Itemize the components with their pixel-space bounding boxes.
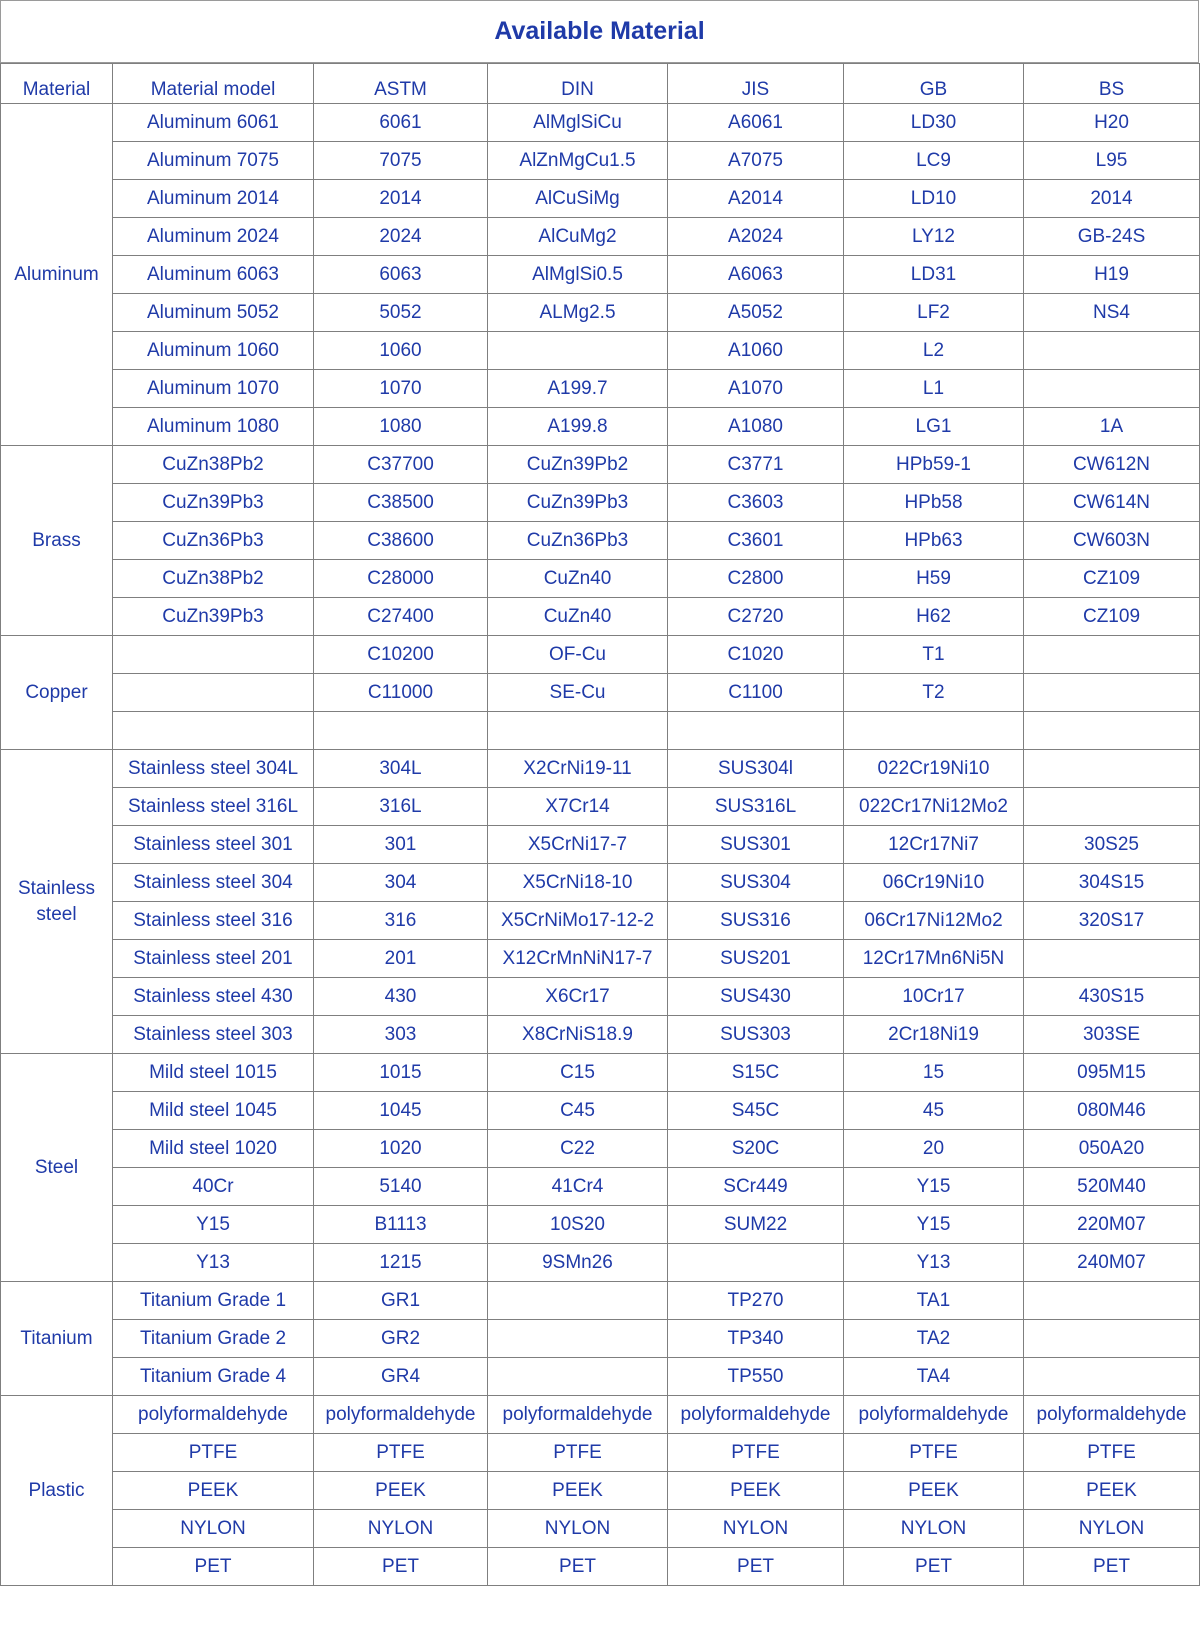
table-row	[1, 1510, 1200, 1548]
jis-cell: SUS304l	[668, 750, 844, 788]
astm-cell: polyformaldehyde	[314, 1396, 488, 1434]
gb-cell: L2	[844, 332, 1024, 370]
table-row	[1, 560, 1200, 598]
model-cell: Mild steel 1020	[113, 1130, 314, 1168]
din-cell: SE-Cu	[488, 674, 668, 712]
din-cell	[488, 712, 668, 750]
astm-cell: GR4	[314, 1358, 488, 1396]
bs-cell: 304S15	[1024, 864, 1200, 902]
gb-cell: TA2	[844, 1320, 1024, 1358]
jis-cell: C1100	[668, 674, 844, 712]
table-row	[1, 1472, 1200, 1510]
bs-cell	[1024, 1320, 1200, 1358]
din-cell: 10S20	[488, 1206, 668, 1244]
model-cell: Stainless steel 301	[113, 826, 314, 864]
jis-cell: C2720	[668, 598, 844, 636]
din-cell: PTFE	[488, 1434, 668, 1472]
astm-cell: GR2	[314, 1320, 488, 1358]
table-row	[1, 1434, 1200, 1472]
din-cell	[488, 1358, 668, 1396]
astm-cell: 5052	[314, 294, 488, 332]
bs-cell: 2014	[1024, 180, 1200, 218]
astm-cell: 6063	[314, 256, 488, 294]
model-cell: Stainless steel 430	[113, 978, 314, 1016]
jis-cell: TP270	[668, 1282, 844, 1320]
bs-cell	[1024, 1358, 1200, 1396]
model-cell: Stainless steel 304	[113, 864, 314, 902]
bs-cell	[1024, 712, 1200, 750]
bs-cell	[1024, 370, 1200, 408]
table-row	[1, 1016, 1200, 1054]
jis-cell: A6063	[668, 256, 844, 294]
gb-cell: HPb59-1	[844, 446, 1024, 484]
astm-cell	[314, 712, 488, 750]
din-cell: X5CrNiMo17-12-2	[488, 902, 668, 940]
gb-cell: HPb63	[844, 522, 1024, 560]
bs-cell: CZ109	[1024, 560, 1200, 598]
material-group-cell: Stainless steel	[1, 750, 113, 1054]
header-material: Material	[1, 64, 113, 104]
astm-cell: PTFE	[314, 1434, 488, 1472]
gb-cell: LC9	[844, 142, 1024, 180]
bs-cell	[1024, 750, 1200, 788]
astm-cell: 301	[314, 826, 488, 864]
astm-cell: 316	[314, 902, 488, 940]
bs-cell: 520M40	[1024, 1168, 1200, 1206]
model-cell: PEEK	[113, 1472, 314, 1510]
jis-cell: SUS430	[668, 978, 844, 1016]
bs-cell: 050A20	[1024, 1130, 1200, 1168]
model-cell: CuZn39Pb3	[113, 484, 314, 522]
material-group-cell: Titanium	[1, 1282, 113, 1396]
astm-cell: 1070	[314, 370, 488, 408]
table-row	[1, 446, 1200, 484]
jis-cell: A5052	[668, 294, 844, 332]
astm-cell: 304L	[314, 750, 488, 788]
jis-cell: PTFE	[668, 1434, 844, 1472]
din-cell: X7Cr14	[488, 788, 668, 826]
table-row	[1, 1358, 1200, 1396]
jis-cell: A2024	[668, 218, 844, 256]
bs-cell: 240M07	[1024, 1244, 1200, 1282]
model-cell: CuZn36Pb3	[113, 522, 314, 560]
jis-cell: SUS316L	[668, 788, 844, 826]
din-cell	[488, 1282, 668, 1320]
astm-cell: 2024	[314, 218, 488, 256]
header-jis: JIS	[668, 64, 844, 104]
jis-cell: A1080	[668, 408, 844, 446]
bs-cell: CZ109	[1024, 598, 1200, 636]
din-cell: A199.7	[488, 370, 668, 408]
bs-cell: H20	[1024, 104, 1200, 142]
astm-cell: 1080	[314, 408, 488, 446]
model-cell: Stainless steel 316L	[113, 788, 314, 826]
jis-cell: C3601	[668, 522, 844, 560]
gb-cell: 10Cr17	[844, 978, 1024, 1016]
gb-cell: H59	[844, 560, 1024, 598]
din-cell	[488, 1320, 668, 1358]
bs-cell: 1A	[1024, 408, 1200, 446]
bs-cell: polyformaldehyde	[1024, 1396, 1200, 1434]
gb-cell: LD30	[844, 104, 1024, 142]
gb-cell: NYLON	[844, 1510, 1024, 1548]
table-row	[1, 1168, 1200, 1206]
bs-cell: CW603N	[1024, 522, 1200, 560]
jis-cell: PET	[668, 1548, 844, 1586]
astm-cell: 1015	[314, 1054, 488, 1092]
bs-cell: 095M15	[1024, 1054, 1200, 1092]
jis-cell: SUS316	[668, 902, 844, 940]
astm-cell: 201	[314, 940, 488, 978]
model-cell: Stainless steel 201	[113, 940, 314, 978]
gb-cell: 45	[844, 1092, 1024, 1130]
gb-cell: 2Cr18Ni19	[844, 1016, 1024, 1054]
model-cell: Aluminum 5052	[113, 294, 314, 332]
astm-cell: 304	[314, 864, 488, 902]
astm-cell: 1060	[314, 332, 488, 370]
din-cell: C15	[488, 1054, 668, 1092]
sheet-title: Available Material	[0, 0, 1199, 63]
gb-cell: 06Cr19Ni10	[844, 864, 1024, 902]
material-group-cell: Steel	[1, 1054, 113, 1282]
header-gb: GB	[844, 64, 1024, 104]
table-row	[1, 408, 1200, 446]
model-cell: Aluminum 6063	[113, 256, 314, 294]
jis-cell: SUS201	[668, 940, 844, 978]
table-row	[1, 864, 1200, 902]
astm-cell: 6061	[314, 104, 488, 142]
model-cell: polyformaldehyde	[113, 1396, 314, 1434]
astm-cell: 7075	[314, 142, 488, 180]
bs-cell: 430S15	[1024, 978, 1200, 1016]
din-cell: 41Cr4	[488, 1168, 668, 1206]
model-cell: CuZn39Pb3	[113, 598, 314, 636]
bs-cell	[1024, 636, 1200, 674]
model-cell: Stainless steel 304L	[113, 750, 314, 788]
gb-cell: TA4	[844, 1358, 1024, 1396]
gb-cell: 12Cr17Ni7	[844, 826, 1024, 864]
model-cell: Aluminum 1070	[113, 370, 314, 408]
din-cell: CuZn40	[488, 598, 668, 636]
gb-cell: Y15	[844, 1168, 1024, 1206]
model-cell: PTFE	[113, 1434, 314, 1472]
gb-cell: LG1	[844, 408, 1024, 446]
astm-cell: PEEK	[314, 1472, 488, 1510]
jis-cell: S45C	[668, 1092, 844, 1130]
din-cell: CuZn39Pb2	[488, 446, 668, 484]
model-cell: CuZn38Pb2	[113, 446, 314, 484]
bs-cell: PTFE	[1024, 1434, 1200, 1472]
jis-cell: C2800	[668, 560, 844, 598]
table-row	[1, 978, 1200, 1016]
gb-cell: PEEK	[844, 1472, 1024, 1510]
table-row	[1, 902, 1200, 940]
gb-cell: Y15	[844, 1206, 1024, 1244]
model-cell: Aluminum 1060	[113, 332, 314, 370]
gb-cell: LD10	[844, 180, 1024, 218]
astm-cell: 316L	[314, 788, 488, 826]
gb-cell	[844, 712, 1024, 750]
din-cell: PEEK	[488, 1472, 668, 1510]
astm-cell: C11000	[314, 674, 488, 712]
astm-cell: B1113	[314, 1206, 488, 1244]
header-row	[1, 64, 1200, 104]
table-row	[1, 104, 1200, 142]
model-cell	[113, 636, 314, 674]
table-row	[1, 294, 1200, 332]
gb-cell: H62	[844, 598, 1024, 636]
header-din: DIN	[488, 64, 668, 104]
astm-cell: 5140	[314, 1168, 488, 1206]
model-cell: Aluminum 2014	[113, 180, 314, 218]
gb-cell: LY12	[844, 218, 1024, 256]
material-group-cell: Plastic	[1, 1396, 113, 1586]
model-cell: Stainless steel 316	[113, 902, 314, 940]
table-row	[1, 1548, 1200, 1586]
astm-cell: C27400	[314, 598, 488, 636]
din-cell: CuZn40	[488, 560, 668, 598]
din-cell: X2CrNi19-11	[488, 750, 668, 788]
bs-cell: CW612N	[1024, 446, 1200, 484]
astm-cell: C37700	[314, 446, 488, 484]
table-row	[1, 1130, 1200, 1168]
din-cell: CuZn39Pb3	[488, 484, 668, 522]
table-row	[1, 750, 1200, 788]
bs-cell: CW614N	[1024, 484, 1200, 522]
astm-cell: 2014	[314, 180, 488, 218]
table-row	[1, 1244, 1200, 1282]
din-cell: AlCuSiMg	[488, 180, 668, 218]
bs-cell: NYLON	[1024, 1510, 1200, 1548]
table-row	[1, 1396, 1200, 1434]
bs-cell	[1024, 332, 1200, 370]
din-cell: AlMglSi0.5	[488, 256, 668, 294]
model-cell: Titanium Grade 1	[113, 1282, 314, 1320]
model-cell: Titanium Grade 4	[113, 1358, 314, 1396]
bs-cell	[1024, 674, 1200, 712]
jis-cell: SUS304	[668, 864, 844, 902]
header-bs: BS	[1024, 64, 1200, 104]
model-cell	[113, 712, 314, 750]
din-cell: PET	[488, 1548, 668, 1586]
model-cell: CuZn38Pb2	[113, 560, 314, 598]
model-cell: NYLON	[113, 1510, 314, 1548]
gb-cell: HPb58	[844, 484, 1024, 522]
jis-cell: polyformaldehyde	[668, 1396, 844, 1434]
din-cell: X6Cr17	[488, 978, 668, 1016]
din-cell: ALMg2.5	[488, 294, 668, 332]
gb-cell: LD31	[844, 256, 1024, 294]
bs-cell: 220M07	[1024, 1206, 1200, 1244]
table-row	[1, 1282, 1200, 1320]
jis-cell: A6061	[668, 104, 844, 142]
model-cell: Aluminum 2024	[113, 218, 314, 256]
gb-cell: 06Cr17Ni12Mo2	[844, 902, 1024, 940]
table-row	[1, 940, 1200, 978]
gb-cell: PET	[844, 1548, 1024, 1586]
model-cell: Y13	[113, 1244, 314, 1282]
table-row	[1, 218, 1200, 256]
table-row	[1, 826, 1200, 864]
jis-cell: SCr449	[668, 1168, 844, 1206]
jis-cell: C3603	[668, 484, 844, 522]
bs-cell: L95	[1024, 142, 1200, 180]
material-group-cell: Brass	[1, 446, 113, 636]
bs-cell: 320S17	[1024, 902, 1200, 940]
din-cell: A199.8	[488, 408, 668, 446]
bs-cell	[1024, 940, 1200, 978]
bs-cell: 080M46	[1024, 1092, 1200, 1130]
material-group-cell: Aluminum	[1, 104, 113, 446]
din-cell: AlCuMg2	[488, 218, 668, 256]
din-cell: NYLON	[488, 1510, 668, 1548]
gb-cell: 12Cr17Mn6Ni5N	[844, 940, 1024, 978]
din-cell: X5CrNi18-10	[488, 864, 668, 902]
astm-cell: PET	[314, 1548, 488, 1586]
astm-cell: 1020	[314, 1130, 488, 1168]
table-row	[1, 370, 1200, 408]
table-row	[1, 598, 1200, 636]
model-cell: Mild steel 1045	[113, 1092, 314, 1130]
model-cell: Aluminum 1080	[113, 408, 314, 446]
astm-cell: 303	[314, 1016, 488, 1054]
table-row	[1, 712, 1200, 750]
jis-cell: TP550	[668, 1358, 844, 1396]
astm-cell: 1215	[314, 1244, 488, 1282]
table-row	[1, 522, 1200, 560]
jis-cell: C3771	[668, 446, 844, 484]
astm-cell: C28000	[314, 560, 488, 598]
table-row	[1, 636, 1200, 674]
jis-cell: S20C	[668, 1130, 844, 1168]
model-cell: Y15	[113, 1206, 314, 1244]
gb-cell: 15	[844, 1054, 1024, 1092]
bs-cell: GB-24S	[1024, 218, 1200, 256]
gb-cell: 022Cr19Ni10	[844, 750, 1024, 788]
astm-cell: C38500	[314, 484, 488, 522]
din-cell: C45	[488, 1092, 668, 1130]
bs-cell	[1024, 788, 1200, 826]
din-cell: AlMglSiCu	[488, 104, 668, 142]
bs-cell	[1024, 1282, 1200, 1320]
table-row	[1, 788, 1200, 826]
table-row	[1, 256, 1200, 294]
gb-cell: T2	[844, 674, 1024, 712]
material-group-cell: Copper	[1, 636, 113, 750]
jis-cell: SUS301	[668, 826, 844, 864]
jis-cell	[668, 1244, 844, 1282]
gb-cell: 022Cr17Ni12Mo2	[844, 788, 1024, 826]
jis-cell: SUS303	[668, 1016, 844, 1054]
jis-cell: A1070	[668, 370, 844, 408]
table-row	[1, 1092, 1200, 1130]
model-cell: Aluminum 6061	[113, 104, 314, 142]
din-cell: X12CrMnNiN17-7	[488, 940, 668, 978]
jis-cell: C1020	[668, 636, 844, 674]
astm-cell: C38600	[314, 522, 488, 560]
jis-cell: TP340	[668, 1320, 844, 1358]
din-cell: AlZnMgCu1.5	[488, 142, 668, 180]
jis-cell: A2014	[668, 180, 844, 218]
bs-cell: 303SE	[1024, 1016, 1200, 1054]
bs-cell: PET	[1024, 1548, 1200, 1586]
jis-cell: S15C	[668, 1054, 844, 1092]
table-row	[1, 332, 1200, 370]
jis-cell: SUM22	[668, 1206, 844, 1244]
table-row	[1, 1320, 1200, 1358]
gb-cell: T1	[844, 636, 1024, 674]
astm-cell: 1045	[314, 1092, 488, 1130]
model-cell: Mild steel 1015	[113, 1054, 314, 1092]
gb-cell: L1	[844, 370, 1024, 408]
bs-cell: PEEK	[1024, 1472, 1200, 1510]
gb-cell: TA1	[844, 1282, 1024, 1320]
table-row	[1, 1054, 1200, 1092]
model-cell: 40Cr	[113, 1168, 314, 1206]
astm-cell: C10200	[314, 636, 488, 674]
model-cell: PET	[113, 1548, 314, 1586]
materials-body	[1, 104, 1200, 1586]
gb-cell: Y13	[844, 1244, 1024, 1282]
din-cell: X8CrNiS18.9	[488, 1016, 668, 1054]
model-cell	[113, 674, 314, 712]
gb-cell: polyformaldehyde	[844, 1396, 1024, 1434]
jis-cell: PEEK	[668, 1472, 844, 1510]
jis-cell: A7075	[668, 142, 844, 180]
astm-cell: GR1	[314, 1282, 488, 1320]
table-row	[1, 484, 1200, 522]
header-astm: ASTM	[314, 64, 488, 104]
model-cell: Titanium Grade 2	[113, 1320, 314, 1358]
gb-cell: LF2	[844, 294, 1024, 332]
jis-cell: A1060	[668, 332, 844, 370]
astm-cell: NYLON	[314, 1510, 488, 1548]
model-cell: Aluminum 7075	[113, 142, 314, 180]
bs-cell: H19	[1024, 256, 1200, 294]
din-cell: 9SMn26	[488, 1244, 668, 1282]
din-cell: C22	[488, 1130, 668, 1168]
din-cell: OF-Cu	[488, 636, 668, 674]
jis-cell	[668, 712, 844, 750]
din-cell	[488, 332, 668, 370]
table-row	[1, 142, 1200, 180]
table-row	[1, 180, 1200, 218]
model-cell: Stainless steel 303	[113, 1016, 314, 1054]
gb-cell: PTFE	[844, 1434, 1024, 1472]
header-material-model: Material model	[113, 64, 314, 104]
bs-cell: 30S25	[1024, 826, 1200, 864]
din-cell: polyformaldehyde	[488, 1396, 668, 1434]
din-cell: CuZn36Pb3	[488, 522, 668, 560]
astm-cell: 430	[314, 978, 488, 1016]
table-row	[1, 1206, 1200, 1244]
table-row	[1, 674, 1200, 712]
gb-cell: 20	[844, 1130, 1024, 1168]
bs-cell: NS4	[1024, 294, 1200, 332]
din-cell: X5CrNi17-7	[488, 826, 668, 864]
jis-cell: NYLON	[668, 1510, 844, 1548]
materials-table	[0, 63, 1200, 1586]
